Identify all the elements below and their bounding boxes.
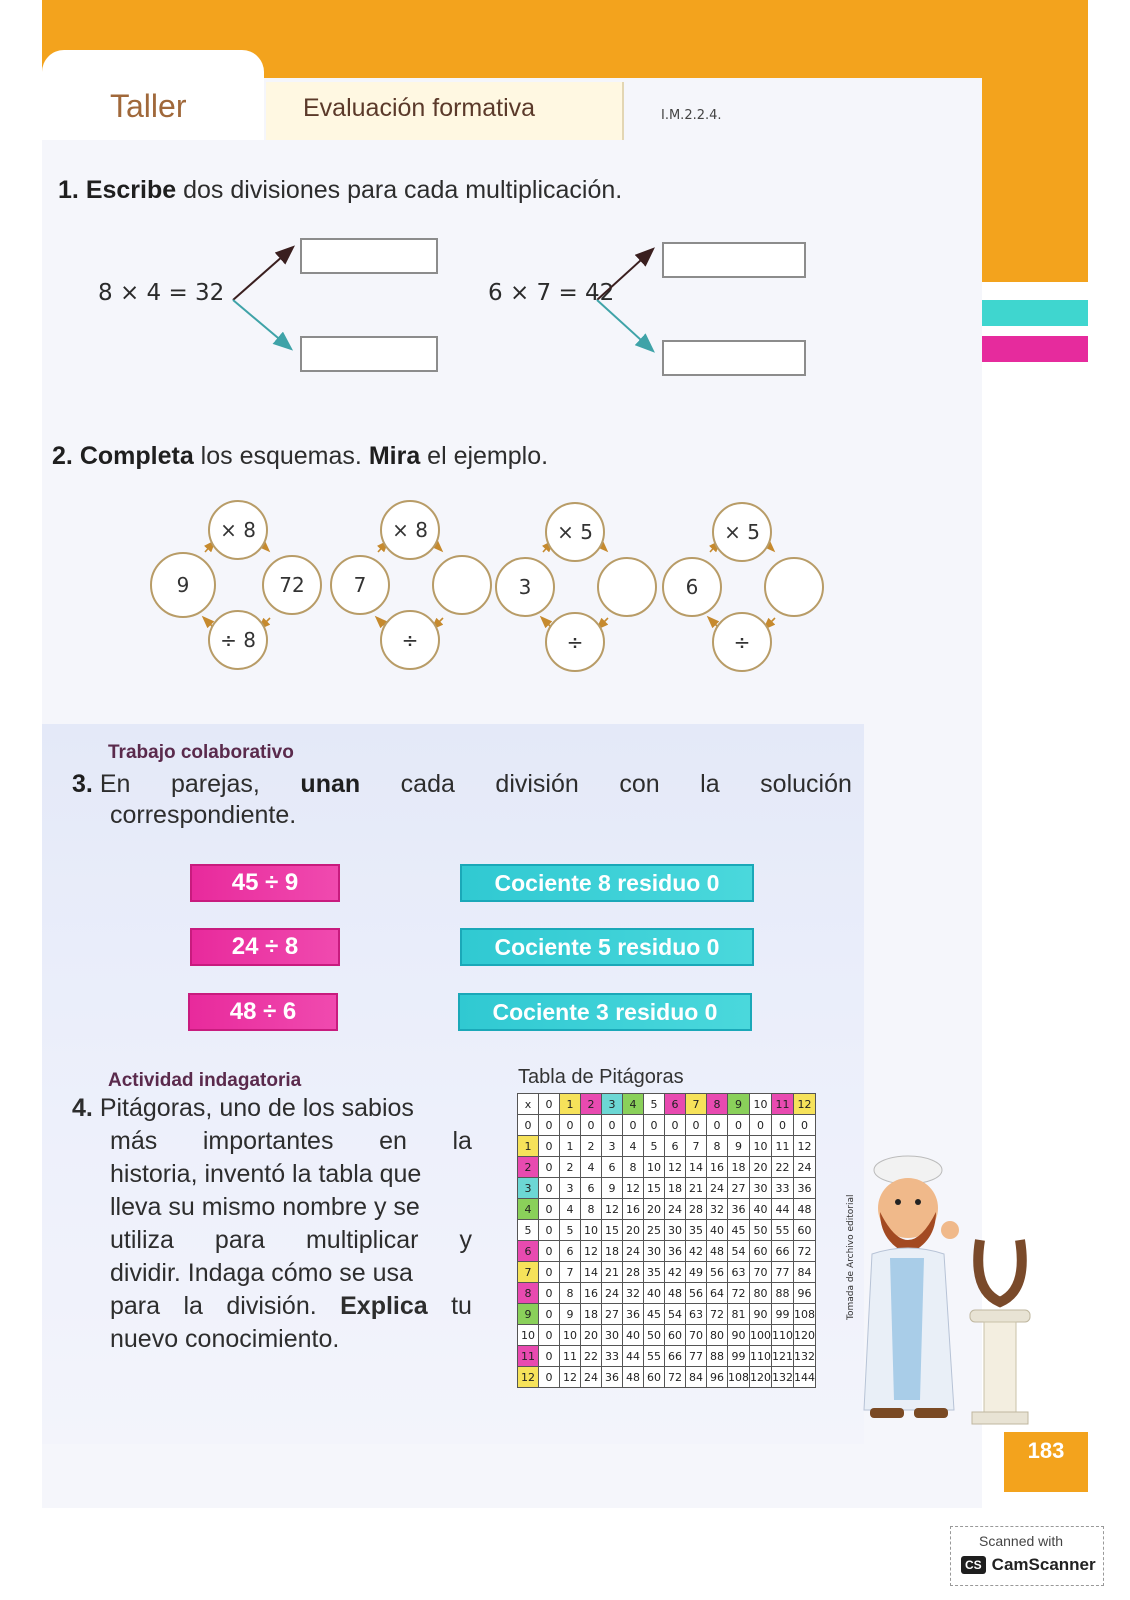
table-cell: 84 [686,1367,707,1388]
division-card-1[interactable]: 45 ÷ 9 [190,864,340,902]
table-cell: 30 [665,1220,686,1241]
table-cell: 24 [707,1178,728,1199]
scheme-3-right[interactable] [597,557,657,617]
q3-prompt [72,770,852,830]
table-cell: 40 [644,1283,665,1304]
table-col-header: 2 [581,1094,602,1115]
table-cell: 49 [686,1262,707,1283]
table-cell: 12 [560,1367,581,1388]
table-cell: 8 [581,1199,602,1220]
table-row-header: 1 [518,1136,539,1157]
table-cell: 54 [665,1304,686,1325]
table-cell: 24 [665,1199,686,1220]
table-cell: 44 [623,1346,644,1367]
table-cell: 30 [644,1241,665,1262]
table-col-header: 11 [772,1094,794,1115]
table-cell: 63 [728,1262,750,1283]
table-row [518,1283,816,1304]
scheme-4-bottom[interactable]: ÷ [712,612,772,672]
table-cell: 77 [772,1262,794,1283]
table-cell: 40 [750,1199,772,1220]
table-col-header: 1 [560,1094,581,1115]
table-cell: 80 [750,1283,772,1304]
table-cell: 9 [560,1304,581,1325]
table-cell: 63 [686,1304,707,1325]
table-row-header: 7 [518,1262,539,1283]
table-col-header: 10 [750,1094,772,1115]
table-cell: 2 [581,1136,602,1157]
table-cell: 80 [707,1325,728,1346]
table-cell: 66 [772,1241,794,1262]
table-cell: 120 [794,1325,816,1346]
q3-line-2: correspondiente. [110,801,297,829]
pythagoras-table [517,1093,816,1388]
table-cell: 21 [602,1262,623,1283]
table-cell: 16 [707,1157,728,1178]
table-cell: 72 [794,1241,816,1262]
table-cell: 77 [686,1346,707,1367]
table-cell: 0 [539,1178,560,1199]
table-row-header: 5 [518,1220,539,1241]
solution-card-1[interactable]: Cociente 8 residuo 0 [460,864,754,902]
table-cell: 14 [581,1262,602,1283]
tab-eval-label: Evaluación formativa [303,94,536,122]
table-cell: 99 [728,1346,750,1367]
table-cell: 42 [665,1262,686,1283]
scheme-3-bottom[interactable]: ÷ [545,612,605,672]
table-cell: 18 [581,1304,602,1325]
table-cell: 0 [539,1346,560,1367]
table-cell: 0 [665,1115,686,1136]
table-cell: 42 [686,1241,707,1262]
table-cell: 88 [772,1283,794,1304]
table-cell: 20 [623,1220,644,1241]
table-row-header: 8 [518,1283,539,1304]
table-cell: 0 [539,1220,560,1241]
table-cell: 0 [539,1136,560,1157]
table-cell: 110 [750,1346,772,1367]
table-cell: 50 [644,1325,665,1346]
table-cell: 45 [644,1304,665,1325]
table-cell: 32 [707,1199,728,1220]
table-cell: 72 [707,1304,728,1325]
table-cell: 48 [794,1199,816,1220]
tab-taller-label: Taller [110,88,187,124]
table-col-header: 0 [539,1094,560,1115]
table-cell: 84 [794,1262,816,1283]
table-cell: 10 [750,1136,772,1157]
table-cell: 33 [772,1178,794,1199]
table-cell: 0 [539,1157,560,1178]
division-card-2[interactable]: 24 ÷ 8 [190,928,340,966]
table-cell: 32 [623,1283,644,1304]
scheme-3-top: × 5 [545,502,605,562]
table-row [518,1304,816,1325]
table-cell: 22 [581,1346,602,1367]
table-cell: 108 [794,1304,816,1325]
q4-line-1: 4. Pitágoras, uno de los sabios [72,1094,414,1122]
table-cell: 7 [686,1136,707,1157]
table-cell: 28 [623,1262,644,1283]
table-cell: 56 [686,1283,707,1304]
table-cell: 0 [539,1304,560,1325]
table-cell: 10 [581,1220,602,1241]
table-cell: 15 [644,1178,665,1199]
q4-line-2: más importantes en la [110,1127,472,1155]
table-cell: 30 [750,1178,772,1199]
table-cell: 108 [728,1367,750,1388]
table-row [518,1178,816,1199]
table-header-row [518,1094,816,1115]
page-number: 183 [1004,1432,1088,1492]
scheme-1-bottom: ÷ 8 [208,610,268,670]
q1-right-equation: 6 × 7 = 42 [488,280,615,306]
table-row [518,1115,816,1136]
table-cell: 132 [772,1367,794,1388]
table-cell: 15 [602,1220,623,1241]
table-cell: 121 [772,1346,794,1367]
table-cell: 18 [602,1241,623,1262]
table-cell: 24 [602,1283,623,1304]
table-row-header: 10 [518,1325,539,1346]
table-col-header: 12 [794,1094,816,1115]
table-row-header: 9 [518,1304,539,1325]
table-row [518,1325,816,1346]
scanner-line-2 [961,1555,1096,1575]
table-cell: 6 [665,1136,686,1157]
q1-prompt: 1. Escribe dos divisiones para cada multiplicación. [58,176,623,204]
table-col-header: 4 [623,1094,644,1115]
table-cell: 64 [707,1283,728,1304]
table-row-header: 4 [518,1199,539,1220]
q3-line-1: 3. En parejas, unan cada división con la solución [72,770,852,798]
table-cell: 22 [772,1157,794,1178]
table-cell: 36 [665,1241,686,1262]
table-cell: 11 [772,1136,794,1157]
table-cell: 3 [602,1136,623,1157]
table-cell: 10 [560,1325,581,1346]
table-cell: 16 [623,1199,644,1220]
table-cell: 5 [560,1220,581,1241]
q1-answer-box-3[interactable] [662,242,806,278]
table-corner: x [518,1094,539,1115]
table-col-header: 3 [602,1094,623,1115]
table-col-header: 8 [707,1094,728,1115]
table-cell: 0 [539,1325,560,1346]
table-cell: 6 [581,1178,602,1199]
table-cell: 5 [644,1136,665,1157]
table-cell: 50 [750,1220,772,1241]
table-cell: 100 [750,1325,772,1346]
table-cell: 72 [728,1283,750,1304]
pythagoras-illustration [850,1150,1050,1440]
table-cell: 48 [623,1367,644,1388]
table-cell: 44 [772,1199,794,1220]
table-cell: 0 [539,1241,560,1262]
scheme-1-left: 9 [150,552,216,618]
table-cell: 20 [644,1199,665,1220]
solution-card-2[interactable]: Cociente 5 residuo 0 [460,928,754,966]
q4-line-5: utiliza para multiplicar y [110,1226,472,1254]
table-cell: 6 [560,1241,581,1262]
q4-line-7: para la división. Explica tu [110,1292,472,1320]
table-cell: 0 [602,1115,623,1136]
image-credit: Tomada de Archivo editorial [846,1194,856,1320]
table-cell: 30 [602,1325,623,1346]
table-cell: 21 [686,1178,707,1199]
table-cell: 3 [560,1178,581,1199]
q1-answer-box-1[interactable] [300,238,438,274]
table-row [518,1241,816,1262]
table-cell: 33 [602,1346,623,1367]
q4-line-3: historia, inventó la tabla que [110,1160,422,1188]
q4-line-4: lleva su mismo nombre y se [110,1193,420,1221]
table-cell: 0 [539,1199,560,1220]
table-cell: 9 [602,1178,623,1199]
table-col-header: 6 [665,1094,686,1115]
table-row-header: 12 [518,1367,539,1388]
q1-answer-box-4[interactable] [662,340,806,376]
table-row-header: 3 [518,1178,539,1199]
q1-arrows [0,0,1130,400]
table-cell: 60 [644,1367,665,1388]
table-cell: 27 [602,1304,623,1325]
table-cell: 10 [644,1157,665,1178]
table-cell: 45 [728,1220,750,1241]
curriculum-code: I.M.2.2.4. [661,108,722,123]
table-cell: 35 [644,1262,665,1283]
table-cell: 60 [750,1241,772,1262]
scheme-4-top: × 5 [712,502,772,562]
table-cell: 110 [772,1325,794,1346]
table-col-header: 9 [728,1094,750,1115]
table-cell: 18 [728,1157,750,1178]
table-cell: 24 [794,1157,816,1178]
table-cell: 2 [560,1157,581,1178]
camscanner-logo-icon: CS [961,1556,986,1574]
table-cell: 70 [686,1325,707,1346]
table-cell: 20 [750,1157,772,1178]
q4-prompt [72,1092,472,1356]
table-cell: 0 [794,1115,816,1136]
table-row [518,1136,816,1157]
table-cell: 4 [560,1199,581,1220]
q1-left-equation: 8 × 4 = 32 [98,280,225,306]
table-row-header: 0 [518,1115,539,1136]
table-cell: 55 [772,1220,794,1241]
table-cell: 12 [794,1136,816,1157]
table-cell: 12 [581,1241,602,1262]
tabla-title: Tabla de Pitágoras [518,1066,684,1088]
table-cell: 0 [686,1115,707,1136]
q2-prompt: 2. Completa los esquemas. Mira el ejemplo. [52,442,549,470]
table-cell: 24 [623,1241,644,1262]
table-row-header: 6 [518,1241,539,1262]
table-cell: 12 [602,1199,623,1220]
scheme-2-left: 7 [330,555,390,615]
table-cell: 25 [644,1220,665,1241]
table-cell: 14 [686,1157,707,1178]
table-cell: 0 [750,1115,772,1136]
table-col-header: 7 [686,1094,707,1115]
table-cell: 90 [750,1304,772,1325]
table-cell: 6 [602,1157,623,1178]
table-cell: 12 [665,1157,686,1178]
table-row-header: 2 [518,1157,539,1178]
table-cell: 24 [581,1367,602,1388]
table-cell: 0 [581,1115,602,1136]
table-cell: 48 [707,1241,728,1262]
table-cell: 8 [707,1136,728,1157]
table-cell: 66 [665,1346,686,1367]
scheme-2-top: × 8 [380,500,440,560]
table-cell: 90 [728,1325,750,1346]
q3-subhead: Trabajo colaborativo [108,742,294,763]
table-cell: 20 [581,1325,602,1346]
solution-card-3[interactable]: Cociente 3 residuo 0 [458,993,752,1031]
table-cell: 27 [728,1178,750,1199]
table-cell: 48 [665,1283,686,1304]
table-cell: 40 [623,1325,644,1346]
table-cell: 70 [750,1262,772,1283]
table-cell: 144 [794,1367,816,1388]
table-cell: 0 [772,1115,794,1136]
table-cell: 96 [707,1367,728,1388]
scheme-4-right[interactable] [764,557,824,617]
table-cell: 12 [623,1178,644,1199]
table-cell: 0 [539,1115,560,1136]
table-cell: 28 [686,1199,707,1220]
table-cell: 36 [794,1178,816,1199]
table-cell: 88 [707,1346,728,1367]
scanner-brand: CamScanner [991,1555,1096,1574]
table-cell: 8 [623,1157,644,1178]
table-cell: 99 [772,1304,794,1325]
table-cell: 4 [623,1136,644,1157]
table-row-header: 11 [518,1346,539,1367]
q1-answer-box-2[interactable] [300,336,438,372]
table-cell: 0 [560,1115,581,1136]
scheme-3-left: 3 [495,557,555,617]
table-row [518,1157,816,1178]
scheme-2-right[interactable] [432,555,492,615]
table-cell: 72 [665,1367,686,1388]
table-cell: 35 [686,1220,707,1241]
scheme-4-left: 6 [662,557,722,617]
table-cell: 60 [794,1220,816,1241]
scheme-2-bottom[interactable]: ÷ [380,610,440,670]
table-cell: 8 [560,1283,581,1304]
table-cell: 11 [560,1346,581,1367]
table-cell: 40 [707,1220,728,1241]
scanner-line-1: Scanned with [979,1533,1064,1549]
table-cell: 56 [707,1262,728,1283]
table-cell: 96 [794,1283,816,1304]
table-cell: 36 [623,1304,644,1325]
table-cell: 81 [728,1304,750,1325]
table-cell: 60 [665,1325,686,1346]
table-cell: 0 [539,1367,560,1388]
scheme-1-top: × 8 [208,500,268,560]
table-cell: 7 [560,1262,581,1283]
table-cell: 4 [581,1157,602,1178]
table-row [518,1262,816,1283]
table-cell: 132 [794,1346,816,1367]
table-row [518,1346,816,1367]
division-card-3[interactable]: 48 ÷ 6 [188,993,338,1031]
scheme-1-right: 72 [262,555,322,615]
q4-line-8: nuevo conocimiento. [110,1325,340,1353]
camscanner-watermark [950,1526,1104,1586]
table-cell: 1 [560,1136,581,1157]
table-cell: 54 [728,1241,750,1262]
table-cell: 18 [665,1178,686,1199]
table-cell: 0 [623,1115,644,1136]
table-cell: 0 [539,1262,560,1283]
table-col-header: 5 [644,1094,665,1115]
table-cell: 16 [581,1283,602,1304]
table-cell: 120 [750,1367,772,1388]
table-row [518,1367,816,1388]
table-cell: 0 [707,1115,728,1136]
table-cell: 55 [644,1346,665,1367]
table-cell: 36 [602,1367,623,1388]
table-cell: 0 [728,1115,750,1136]
q4-line-6: dividir. Indaga cómo se usa [110,1259,413,1287]
table-row [518,1199,816,1220]
table-cell: 0 [539,1283,560,1304]
q4-subhead: Actividad indagatoria [108,1070,302,1091]
table-cell: 9 [728,1136,750,1157]
table-row [518,1220,816,1241]
table-cell: 0 [644,1115,665,1136]
table-cell: 36 [728,1199,750,1220]
